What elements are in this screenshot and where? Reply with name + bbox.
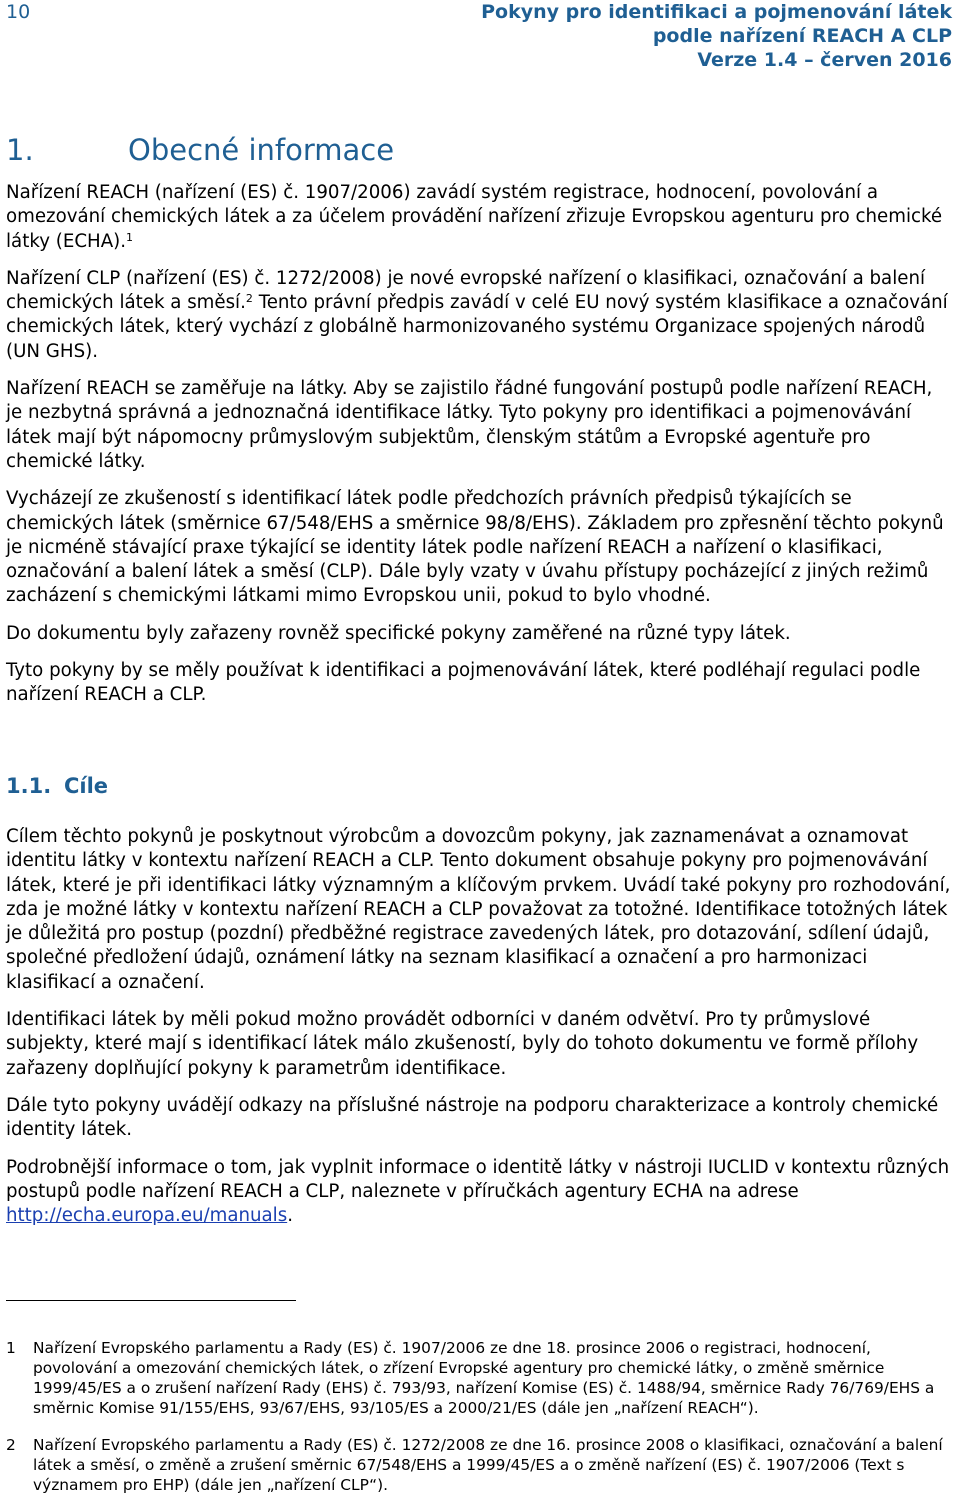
running-title-line-2: podle nařízení REACH A CLP	[652, 25, 952, 47]
footnote-text: Nařízení Evropského parlamentu a Rady (ES) č. 1907/2006 ze dne 18. prosince 2006 o registraci, hodnocení, povolování a omezování chemických látek, o zřízení Evropské agentury pro chemické látky, o změně směrnice 1999/45/ES a o zrušení nařízení Rady (EHS) č. 793/93, nařízení Komise (ES) č. 1488/94, směrnice Rady 76/769/EHS a směrnic Komise 91/155/EHS, 93/67/EHS, 93/105/ES a 2000/21/ES (dále jen „nařízení REACH“).	[33, 1339, 935, 1417]
subsection-title: Cíle	[64, 774, 109, 798]
paragraph-iuclid	[6, 1156, 954, 1229]
footnote-ref-1[interactable]: 1	[126, 230, 134, 244]
page-number: 10	[6, 1, 31, 23]
running-title-line-1: Pokyny pro identifikaci a pojmenování látek	[481, 1, 952, 23]
paragraph-text: Podrobnější informace o tom, jak vyplnit informace o identitě látky v nástroji IUCLID v kontextu různých postupů podle nařízení REACH a CLP, naleznete v příručkách agentury ECHA na adrese	[6, 1156, 950, 1202]
paragraph-text: Nařízení REACH (nařízení (ES) č. 1907/2006) zavádí systém registrace, hodnocení, povolování a omezování chemických látek a za účelem provádění nařízení zřizuje Evropskou agenturu pro chemické látky (ECHA).	[6, 182, 943, 252]
paragraph-clp-intro	[6, 267, 954, 364]
footnote-separator	[6, 1300, 296, 1301]
section-number: 1.	[6, 133, 34, 167]
paragraph-experts: Identifikaci látek by měli pokud možno provádět odborníci v daném odvětví. Pro ty průmyslové subjekty, které mají s identifikací látek málo zkušeností, byly do tohoto dokumentu ve formě přílohy zařazeny doplňující pokyny k parametrům identifikace.	[6, 1009, 919, 1079]
page-header	[6, 0, 952, 70]
echa-manuals-link[interactable]: http://echa.europa.eu/manuals	[6, 1205, 288, 1227]
footnote-number: 1	[6, 1339, 16, 1357]
section-1-body	[6, 181, 954, 721]
subsection-number: 1.1.	[6, 774, 52, 798]
footnotes	[6, 1338, 954, 1512]
paragraph-text: Nařízení CLP (nařízení (ES) č. 1272/2008) je nové evropské nařízení o klasifikaci, označování a balení chemických látek a směsí.	[6, 267, 926, 314]
running-title	[481, 0, 952, 72]
footnote-ref-2[interactable]: 2	[245, 292, 253, 306]
paragraph-tools: Dále tyto pokyny uvádějí odkazy na příslušné nástroje na podporu charakterizace a kontroly chemické identity látek.	[6, 1094, 939, 1141]
footnote-number: 2	[6, 1436, 16, 1454]
footnote-1	[6, 1338, 954, 1418]
footnote-text: Nařízení Evropského parlamentu a Rady (ES) č. 1272/2008 ze dne 16. prosince 2008 o klasifikaci, označování a balení látek a směsí, o změně a zrušení směrnic 67/548/EHS a 1999/45/ES a o změně nařízení (ES) č. 1907/2006 (Text s významem pro EHP) (dále jen „nařízení CLP“).	[33, 1436, 943, 1494]
paragraph-specific-guidance: Do dokumentu byly zařazeny rovněž specifické pokyny zaměřené na různé typy látek.	[6, 622, 791, 644]
section-heading-1	[6, 133, 394, 167]
section-1-1-body	[6, 825, 954, 1241]
version-line: Verze 1.4 – červen 2016	[697, 49, 952, 71]
paragraph-usage: Tyto pokyny by se měly používat k identifikaci a pojmenovávání látek, které podléhají regulaci podle nařízení REACH a CLP.	[6, 660, 921, 706]
paragraph-experience: Vycházejí ze zkušeností s identifikací látek podle předchozích právních předpisů týkajících se chemických látek (směrnice 67/548/EHS a směrnice 98/8/EHS). Základem pro zpřesnění těchto pokynů je nicméně stávající praxe týkající se identity látek podle nařízení REACH a nařízení o klasifikaci, označování a balení látek a směsí (CLP). Dále byly vzaty v úvahu přístupy pocházející z jiných režimů zacházení s chemickými látkami mimo Evropskou unii, pokud to bylo vhodné.	[6, 488, 944, 607]
footnote-2	[6, 1435, 954, 1495]
section-title: Obecné informace	[128, 133, 395, 167]
paragraph-text: .	[287, 1205, 293, 1227]
paragraph-reach-focus: Nařízení REACH se zaměřuje na látky. Aby se zajistilo řádné fungování postupů podle nařízení REACH, je nezbytná správná a jednoznačná identifikace látky. Tyto pokyny pro identifikaci a pojmenovávání látek mají být nápomocny průmyslovým subjektům, členským státům a Evropské agentuře pro chemické látky.	[6, 378, 933, 472]
paragraph-reach-intro	[6, 181, 954, 254]
paragraph-goals: Cílem těchto pokynů je poskytnout výrobcům a dovozcům pokyny, jak zaznamenávat a oznamovat identitu látky v kontextu nařízení REACH a CLP. Tento dokument obsahuje pokyny pro pojmenovávání látek, které je při identifikaci látky významným a klíčovým prvkem. Uvádí také pokyny pro rozhodování, zda je možné látky v kontextu nařízení REACH a CLP považovat za totožné. Identifikace totožných látek je důležitá pro postup (pozdní) předběžné registrace zavedených látek, pro dotazování, sdílení údajů, společné předložení údajů, oznámení látky na seznam klasifikací a označení a pro harmonizaci klasifikací a označení.	[6, 826, 951, 993]
paragraph-text: Tento právní předpis zavádí v celé EU nový systém klasifikace a označování chemických látek, který vychází z globálně harmonizovaného systému Organizace spojených národů (UN GHS).	[6, 292, 948, 362]
section-heading-1-1	[6, 773, 108, 799]
